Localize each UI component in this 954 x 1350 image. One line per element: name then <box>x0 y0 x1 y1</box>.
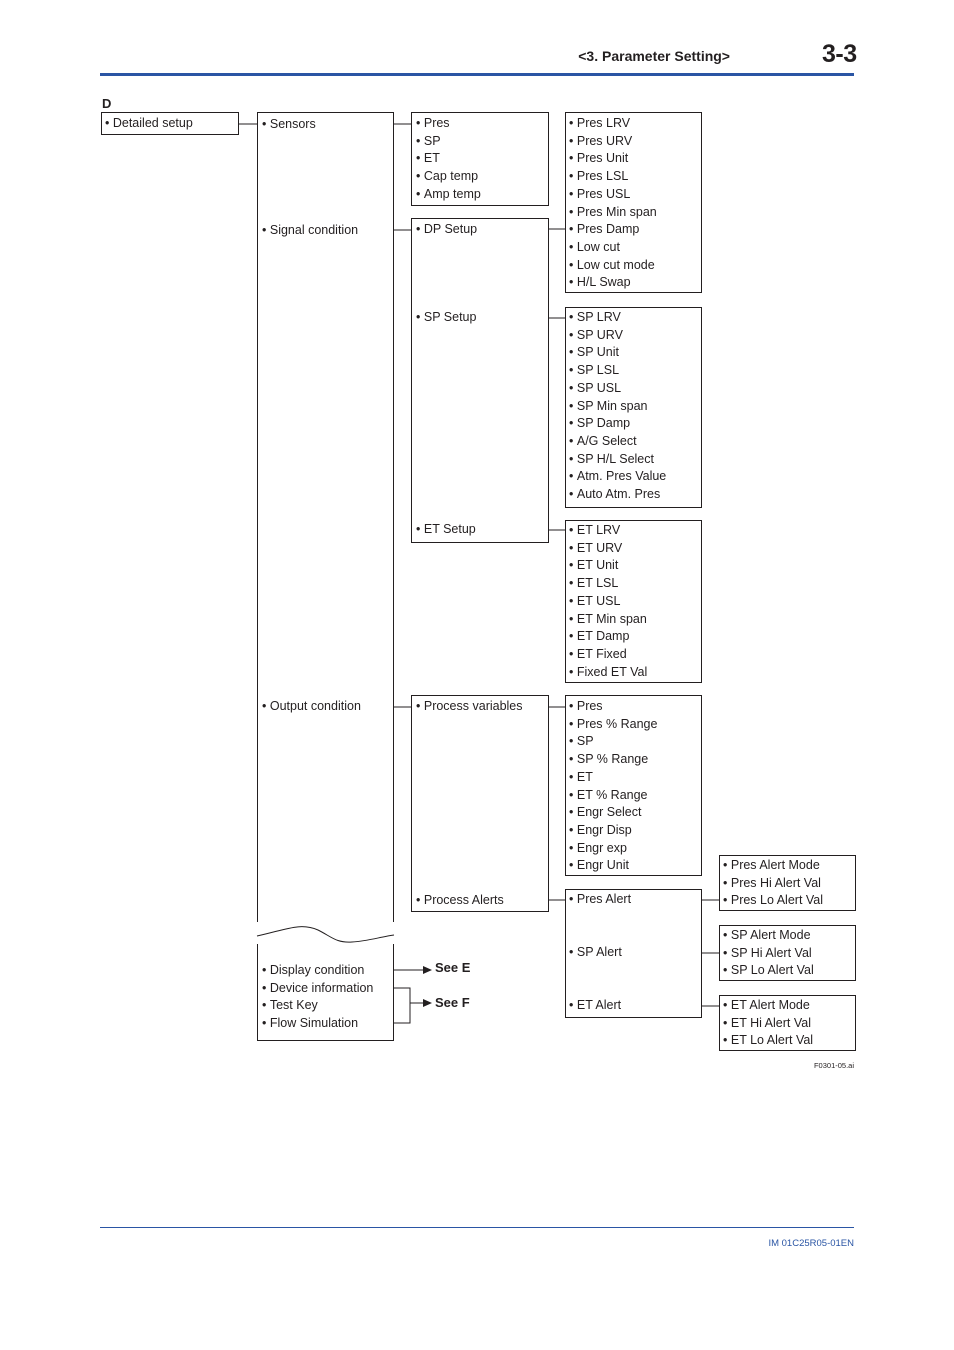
sensors-item: • Amp temp <box>416 186 481 204</box>
process-alerts-label: • Process Alerts <box>416 892 504 910</box>
section-title: <3. Parameter Setting> <box>578 48 730 64</box>
sp-setup-item: • SP LSL <box>569 362 666 380</box>
dp-setup-item: • Pres LSL <box>569 168 657 186</box>
sp-setup-label: • SP Setup <box>416 309 476 327</box>
sp-setup-item: • SP Min span <box>569 398 666 416</box>
dp-setup-label: • DP Setup <box>416 221 477 239</box>
process-variable-item: • Engr Select <box>569 804 657 822</box>
et-setup-box <box>565 520 702 683</box>
see-f-label: See F <box>435 995 470 1010</box>
sp-setup-box <box>565 307 702 508</box>
sensors-item: • ET <box>416 150 481 168</box>
process-variable-item: • ET % Range <box>569 787 657 805</box>
signal-condition-label: • Signal condition <box>262 222 358 240</box>
signal-condition-box <box>411 218 549 543</box>
process-variable-item: • Pres % Range <box>569 716 657 734</box>
et-alert-box <box>719 995 856 1051</box>
device-information-item: • Device information <box>262 980 373 998</box>
process-variable-item: • Engr Disp <box>569 822 657 840</box>
et-setup-item: • ET Damp <box>569 628 647 646</box>
document-id: IM 01C25R05-01EN <box>768 1238 854 1249</box>
figure-id: F0301-05.ai <box>813 1061 854 1070</box>
sp-alert-item: • SP Hi Alert Val <box>723 945 814 963</box>
diagram-label: D <box>102 96 112 111</box>
process-alerts-box <box>565 889 702 1018</box>
process-variable-item: • SP <box>569 733 657 751</box>
et-setup-item: • ET USL <box>569 593 647 611</box>
flow-simulation-item: • Flow Simulation <box>262 1015 373 1033</box>
sp-alert-box <box>719 925 856 981</box>
dp-setup-item: • Pres Min span <box>569 204 657 222</box>
dp-setup-item: • H/L Swap <box>569 274 657 292</box>
et-setup-item: • ET Fixed <box>569 646 647 664</box>
test-key-item: • Test Key <box>262 997 373 1015</box>
output-condition-box <box>411 695 549 912</box>
et-setup-item: • ET URV <box>569 540 647 558</box>
process-variable-item: • SP % Range <box>569 751 657 769</box>
process-variable-item: • Engr exp <box>569 840 657 858</box>
sensors-item: • Pres <box>416 115 481 133</box>
see-e-label: See E <box>435 960 471 975</box>
sp-setup-item: • A/G Select <box>569 433 666 451</box>
pres-alert-item: • Pres Lo Alert Val <box>723 892 823 910</box>
et-alert-item: • ET Lo Alert Val <box>723 1032 813 1050</box>
pres-alert-item: • Pres Alert Mode <box>723 857 823 875</box>
et-alert-item: • ET Hi Alert Val <box>723 1015 813 1033</box>
sp-setup-item: • SP Damp <box>569 415 666 433</box>
sensors-label: • Sensors <box>262 116 316 134</box>
sensors-item: • SP <box>416 133 481 151</box>
et-setup-item: • ET LSL <box>569 575 647 593</box>
sp-alert-item: • SP Lo Alert Val <box>723 962 814 980</box>
et-alert-item: • ET Alert Mode <box>723 997 813 1015</box>
sensors-box <box>411 112 549 206</box>
dp-setup-item: • Low cut mode <box>569 257 657 275</box>
sp-setup-item: • SP USL <box>569 380 666 398</box>
sp-alert-label: • SP Alert <box>569 944 622 962</box>
display-condition-item: • Display condition <box>262 962 373 980</box>
et-setup-item: • Fixed ET Val <box>569 664 647 682</box>
dp-setup-item: • Pres URV <box>569 133 657 151</box>
sp-setup-item: • SP Unit <box>569 344 666 362</box>
process-variable-item: • ET <box>569 769 657 787</box>
dp-setup-item: • Pres Unit <box>569 150 657 168</box>
sensors-item: • Cap temp <box>416 168 481 186</box>
page-number: 3-3 <box>822 40 857 68</box>
process-variables-label: • Process variables <box>416 698 523 716</box>
pres-alert-label: • Pres Alert <box>569 891 631 909</box>
footer-rule <box>100 1227 854 1228</box>
detailed-setup-label: • Detailed setup <box>105 115 193 133</box>
sp-alert-item: • SP Alert Mode <box>723 927 814 945</box>
sp-setup-item: • SP LRV <box>569 309 666 327</box>
et-setup-label: • ET Setup <box>416 521 476 539</box>
pres-alert-box <box>719 855 856 911</box>
et-setup-item: • ET LRV <box>569 522 647 540</box>
dp-setup-item: • Pres USL <box>569 186 657 204</box>
process-variable-item: • Engr Unit <box>569 857 657 875</box>
dp-setup-box <box>565 112 702 293</box>
sp-setup-item: • Atm. Pres Value <box>569 468 666 486</box>
dp-setup-item: • Pres Damp <box>569 221 657 239</box>
dp-setup-item: • Low cut <box>569 239 657 257</box>
et-setup-item: • ET Min span <box>569 611 647 629</box>
sp-setup-item: • Auto Atm. Pres <box>569 486 666 504</box>
process-variables-box <box>565 695 702 876</box>
process-variable-item: • Pres <box>569 698 657 716</box>
output-condition-label: • Output condition <box>262 698 361 716</box>
et-alert-label: • ET Alert <box>569 997 621 1015</box>
et-setup-item: • ET Unit <box>569 557 647 575</box>
sp-setup-item: • SP URV <box>569 327 666 345</box>
dp-setup-item: • Pres LRV <box>569 115 657 133</box>
sp-setup-item: • SP H/L Select <box>569 451 666 469</box>
pres-alert-item: • Pres Hi Alert Val <box>723 875 823 893</box>
